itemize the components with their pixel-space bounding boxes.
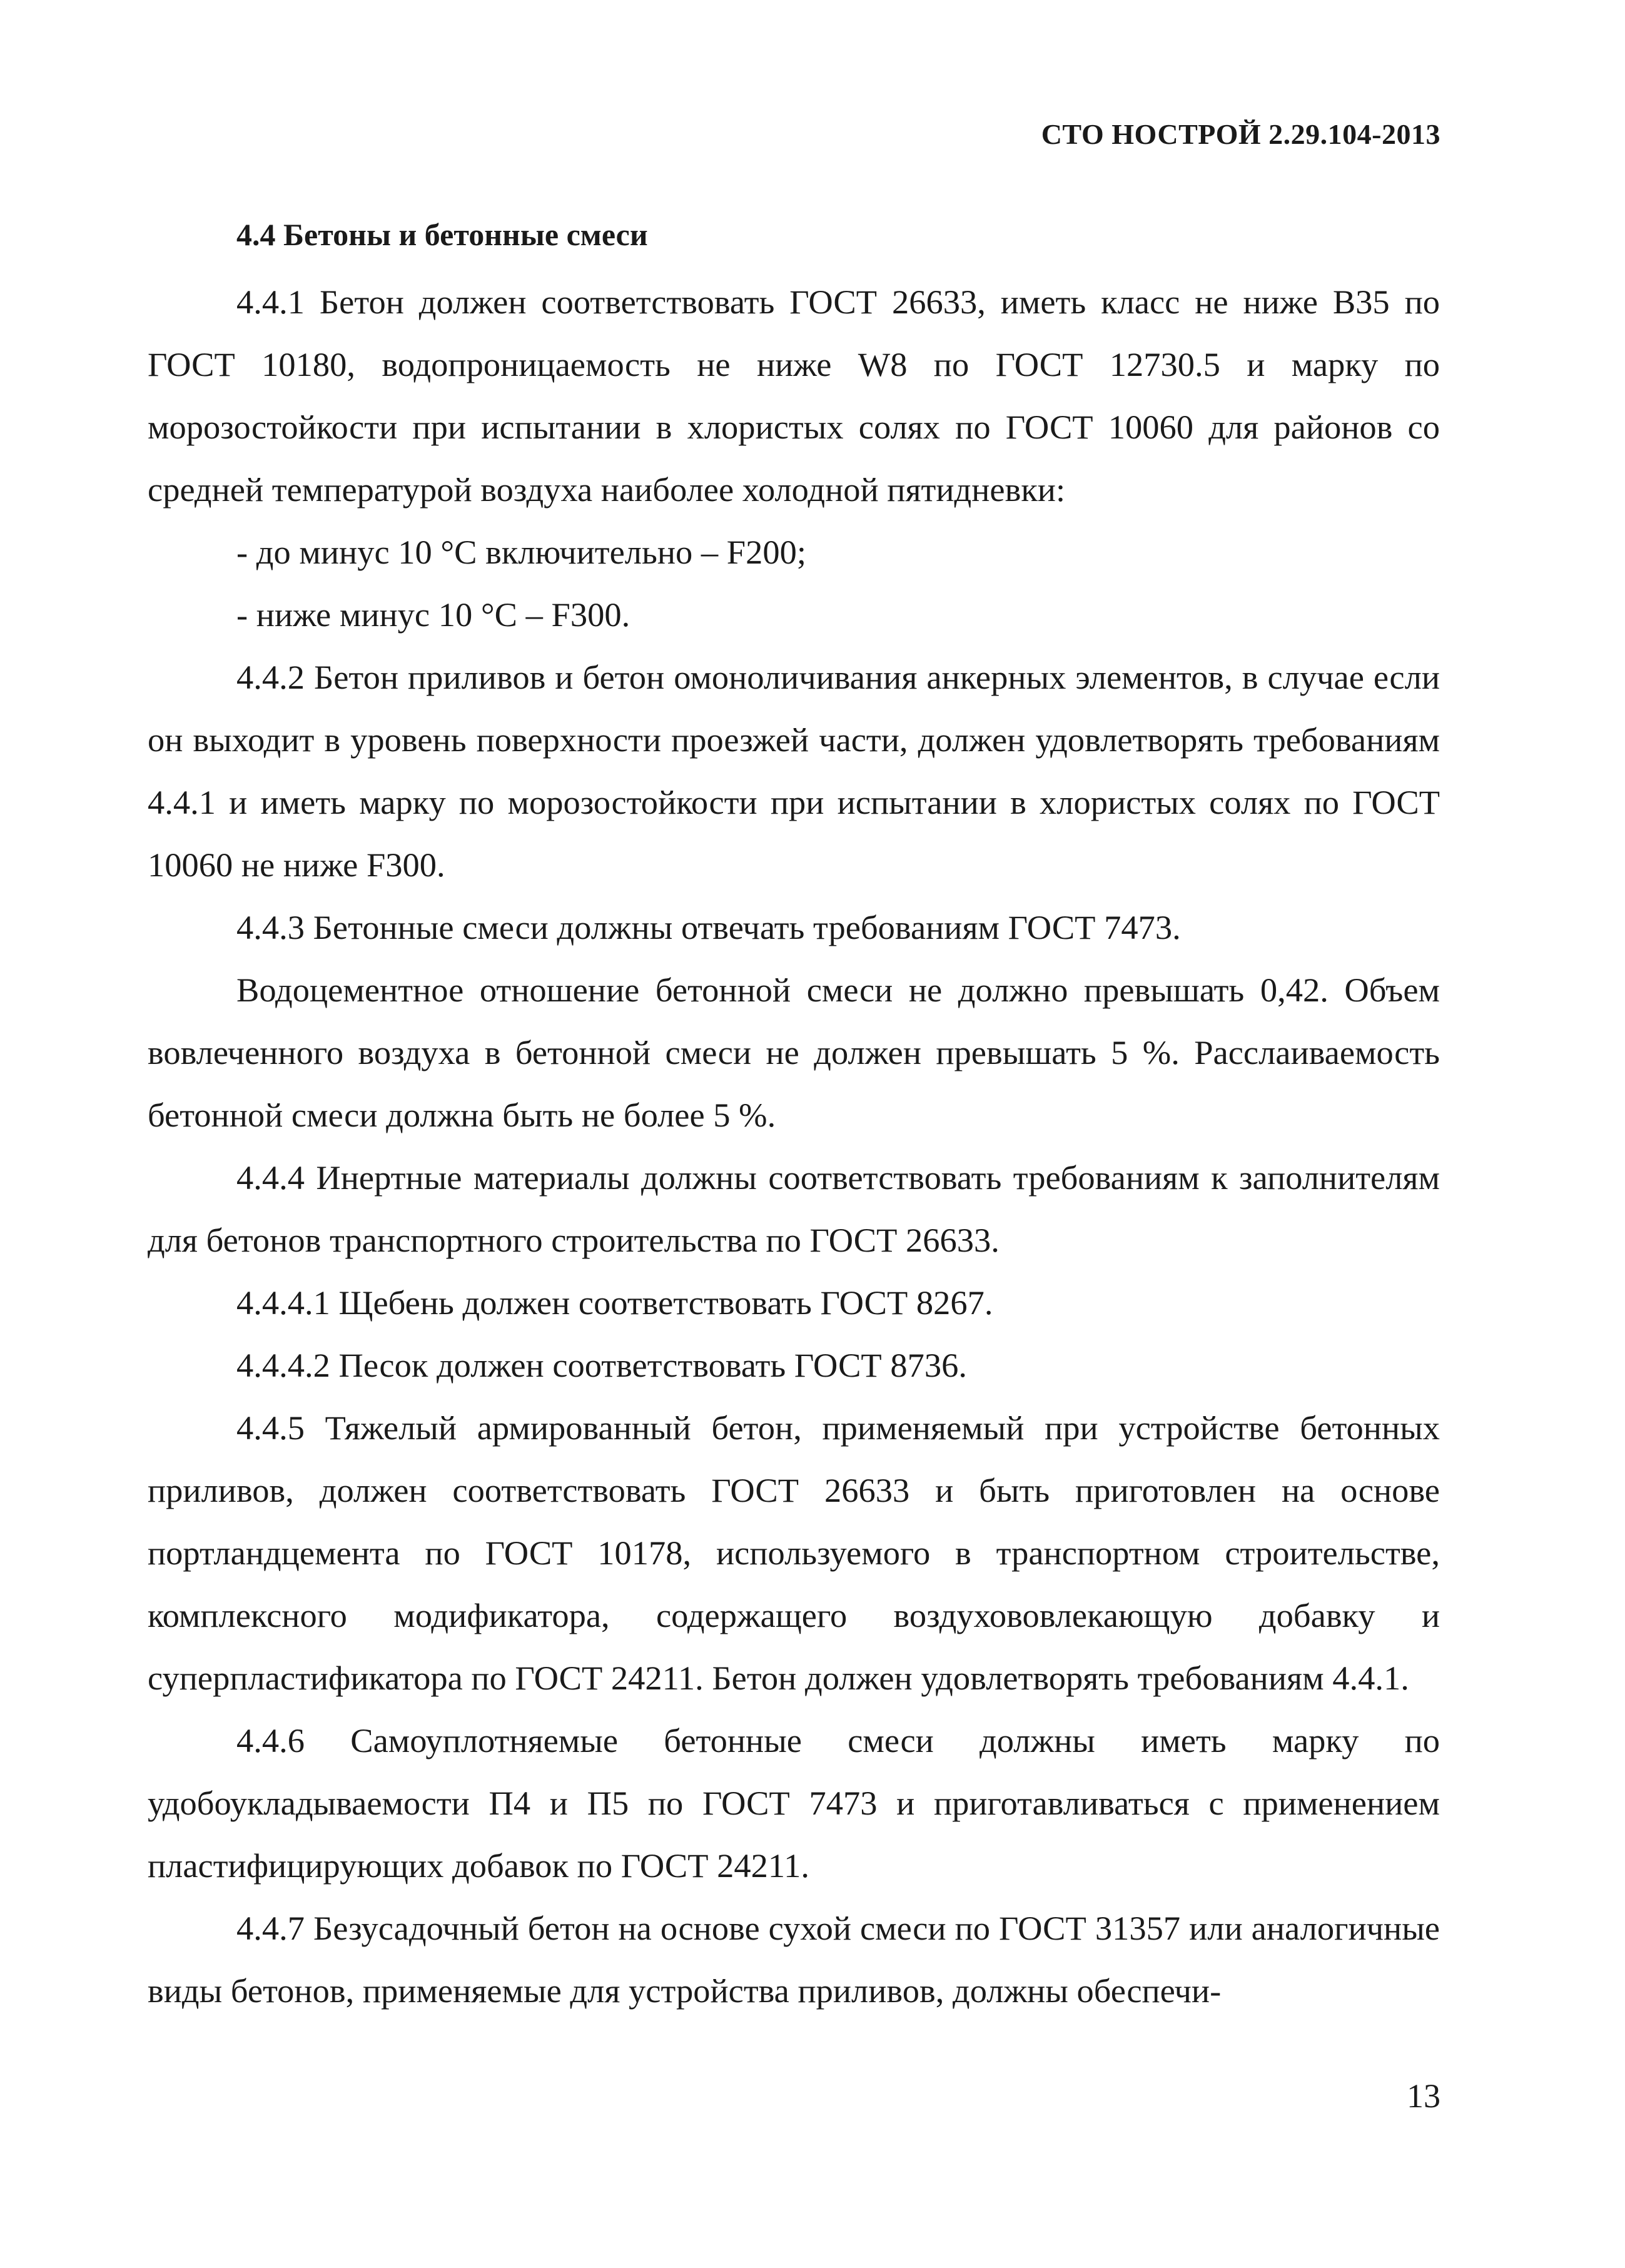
list-item-frost-f300: - ниже минус 10 °С – F300.: [236, 595, 630, 634]
paragraph-4-4-4: 4.4.4 Инертные материалы должны соответствовать требованиям к заполнителям для бетонов транспортного строительства по ГОСТ 26633.: [148, 1158, 1440, 1259]
paragraph-4-4-5: 4.4.5 Тяжелый армированный бетон, применяемый при устройстве бетонных приливов, должен соответствовать ГОСТ 26633 и быть приготовлен на основе портландцемента по ГОСТ 10178, используемого в транспортном строительстве, комплексного модификатора, содержащего воздухововлекающую добавку и суперпластификатора по ГОСТ 24211. Бетон должен удовлетворять требованиям 4.4.1.: [148, 1409, 1440, 1697]
paragraph-4-4-7: 4.4.7 Безусадочный бетон на основе сухой смеси по ГОСТ 31357 или аналогичные виды бетонов, применяемые для устройства приливов, должны обеспечи-: [148, 1909, 1440, 2010]
page-content: [148, 203, 1440, 2022]
document-code-header: СТО НОСТРОЙ 2.29.104-2013: [1041, 118, 1440, 150]
section-title: 4.4 Бетоны и бетонные смеси: [236, 217, 648, 252]
paragraph-4-4-1: 4.4.1 Бетон должен соответствовать ГОСТ 26633, иметь класс не ниже В35 по ГОСТ 10180, водопроницаемость не ниже W8 по ГОСТ 12730.5 и марку по морозостойкости при испытании в хлористых солях по ГОСТ 10060 для районов со средней температурой воздуха наиболее холодной пятидневки:: [148, 283, 1440, 509]
paragraph-4-4-6: 4.4.6 Самоуплотняемые бетонные смеси должны иметь марку по удобоукладываемости П4 и П5 по ГОСТ 7473 и приготавливаться с применением пластифицирующих добавок по ГОСТ 24211.: [148, 1721, 1440, 1885]
list-item-frost-f200: - до минус 10 °С включительно – F200;: [236, 533, 806, 571]
paragraph-water-cement-ratio: Водоцементное отношение бетонной смеси не должно превышать 0,42. Объем вовлеченного воздуха в бетонной смеси не должен превышать 5 %. Расслаиваемость бетонной смеси должна быть не более 5 %.: [148, 971, 1440, 1134]
paragraph-4-4-4-1: 4.4.4.1 Щебень должен соответствовать ГОСТ 8267.: [236, 1283, 993, 1322]
paragraph-4-4-2: 4.4.2 Бетон приливов и бетон омоноличивания анкерных элементов, в случае если он выходит в уровень поверхности проезжей части, должен удовлетворять требованиям 4.4.1 и иметь марку по морозостойкости при испытании в хлористых солях по ГОСТ 10060 не ниже F300.: [148, 658, 1440, 884]
paragraph-4-4-4-2: 4.4.4.2 Песок должен соответствовать ГОСТ 8736.: [236, 1346, 967, 1384]
paragraph-4-4-3: 4.4.3 Бетонные смеси должны отвечать требованиям ГОСТ 7473.: [236, 908, 1181, 946]
page-number: 13: [1407, 2077, 1440, 2115]
